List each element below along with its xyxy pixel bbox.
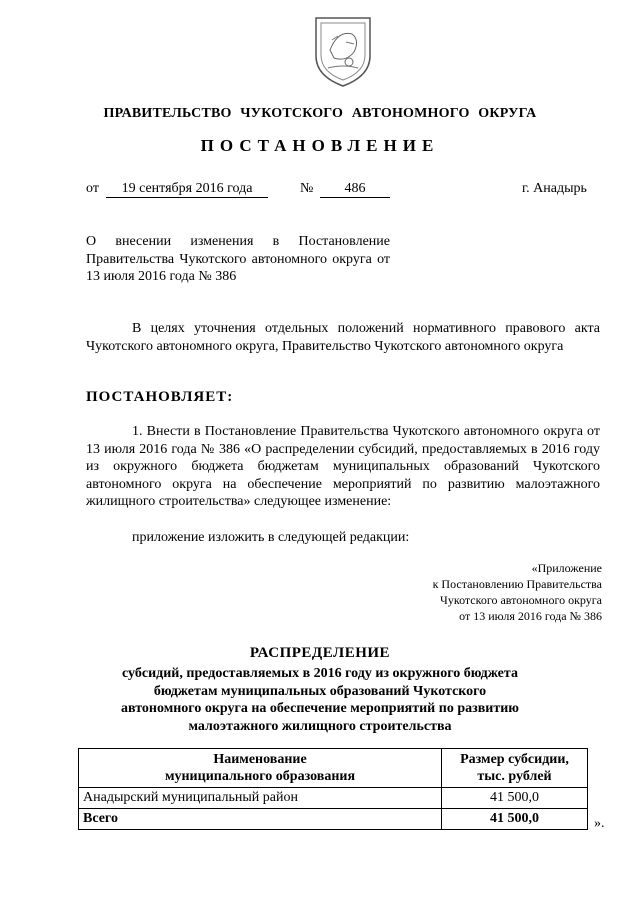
- decree-number: 486: [320, 181, 390, 198]
- appendix-block: [400, 560, 602, 624]
- municipality-name: Анадырский муниципальный район: [79, 788, 442, 809]
- appendix-line: от 13 июля 2016 года № 386: [459, 609, 602, 623]
- table-total-row: [79, 809, 588, 830]
- decree-subject: О внесении изменения в Постановление Правительства Чукотского автономного округа от 13 июля 2016 года № 386: [86, 234, 390, 284]
- total-label: Всего: [79, 809, 442, 830]
- subsidy-table: [78, 748, 588, 830]
- item-1-sub: приложение изложить в следующей редакции:: [132, 530, 410, 545]
- decree-date: 19 сентября 2016 года: [106, 181, 268, 198]
- city: г. Анадырь: [522, 181, 587, 196]
- column-header-municipality: Наименование муниципального образования: [79, 749, 442, 788]
- subsidy-amount: 41 500,0: [442, 788, 588, 809]
- resolves-heading: ПОСТАНОВЛЯЕТ:: [86, 389, 234, 405]
- appendix-line: к Постановлению Правительства: [432, 577, 602, 591]
- table-header-row: [79, 749, 588, 788]
- total-amount: 41 500,0: [442, 809, 588, 830]
- appendix-line: «Приложение: [531, 561, 602, 575]
- closing-quote: ».: [594, 816, 605, 831]
- preamble: В целях уточнения отдельных положений нормативного правового акта Чукотского автономного округа, Правительство Чукотского автономного округа: [86, 321, 600, 354]
- appendix-line: Чукотского автономного округа: [440, 593, 602, 607]
- distribution-title: РАСПРЕДЕЛЕНИЕ: [249, 645, 391, 661]
- column-header-amount: Размер субсидии, тыс. рублей: [442, 749, 588, 788]
- from-label: от: [86, 181, 99, 196]
- number-label: №: [300, 181, 314, 196]
- government-title: ПРАВИТЕЛЬСТВО ЧУКОТСКОГО АВТОНОМНОГО ОКРУГА: [103, 106, 537, 121]
- table-row: [79, 788, 588, 809]
- item-1: 1. Внести в Постановление Правительства Чукотского автономного округа от 13 июля 2016 года № 386 «О распределении субсидий, предоставляемых в 2016 году из окружного бюджета бюджетам муниципальных образований Чукотского автономного округа на обеспечение мероприятий по развитию малоэтажного жилищного строительства» следующее изменение:: [86, 424, 600, 509]
- decree-title: ПОСТАНОВЛЕНИЕ: [200, 136, 440, 155]
- distribution-subtitle: субсидий, предоставляемых в 2016 году из окружного бюджета бюджетам муниципальных образований Чукотского автономного округа на обеспечение мероприятий по развитию малоэтажного жилищного строительства: [121, 666, 519, 734]
- coat-of-arms-emblem: [308, 12, 378, 90]
